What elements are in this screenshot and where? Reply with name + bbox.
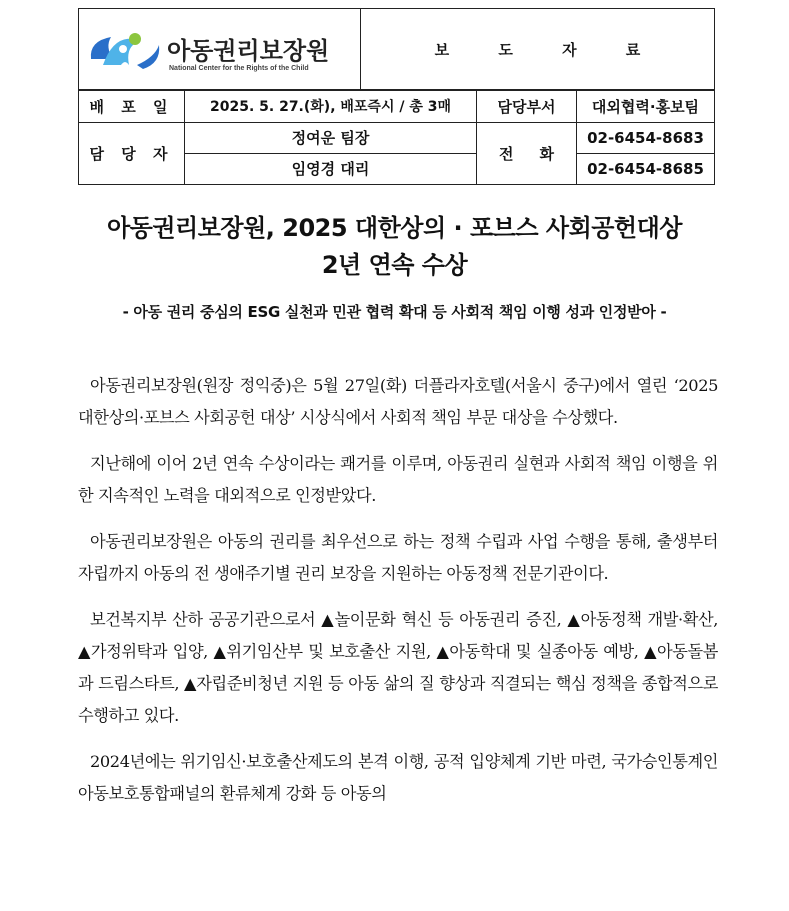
contact-person-1: 정여운 팀장	[185, 122, 477, 153]
headline-line-1: 아동권리보장원, 2025 대한상의 · 포브스 사회공헌대상	[107, 214, 682, 242]
article-body	[78, 370, 718, 824]
subheadline: - 아동 권리 중심의 ESG 실천과 민관 협력 확대 등 사회적 책임 이행 성과 인정받아 -	[122, 303, 667, 321]
org-english-name: National Center for the Rights of the Child	[169, 65, 309, 72]
doc-type-title: 보 도 자 료	[361, 9, 715, 91]
org-name: 아동권리보장원	[167, 37, 330, 65]
dept-label: 담당부서	[477, 90, 577, 122]
paragraph: 아동권리보장원은 아동의 권리를 최우선으로 하는 정책 수립과 사업 수행을 통해, 출생부터 자립까지 아동의 전 생애주기별 권리 보장을 지원하는 아동정책 전문기관이다.	[78, 532, 718, 583]
distribution-label: 배 포 일	[79, 90, 185, 122]
contact-person-2: 임영경 대리	[185, 153, 477, 184]
phone-label: 전 화	[477, 122, 577, 184]
contact-label: 담 당 자	[79, 122, 185, 184]
paragraph: 아동권리보장원(원장 정익중)은 5월 27일(화) 더플라자호텔(서울시 중구)에서 열린 ‘2025 대한상의·포브스 사회공헌 대상’ 시상식에서 사회적 책임 부문 대상을 수상했다.	[78, 376, 718, 427]
child-rights-logo-icon	[85, 25, 165, 75]
distribution-value: 2025. 5. 27.(화), 배포즉시 / 총 3매	[185, 90, 477, 122]
paragraph: 2024년에는 위기임신·보호출산제도의 본격 이행, 공적 입양체계 기반 마련, 국가승인통계인 아동보호통합패널의 환류체계 강화 등 아동의	[78, 752, 718, 803]
phone-number-2: 02-6454-8685	[577, 153, 715, 184]
paragraph: 지난해에 이어 2년 연속 수상이라는 쾌거를 이루며, 아동권리 실현과 사회적 책임 이행을 위한 지속적인 노력을 대외적으로 인정받았다.	[78, 454, 718, 505]
logo-cell	[79, 9, 361, 91]
press-header-table	[78, 8, 715, 185]
phone-number-1: 02-6454-8683	[577, 122, 715, 153]
headline-line-2: 2년 연속 수상	[321, 251, 468, 279]
org-logo	[79, 9, 360, 89]
paragraph: 보건복지부 산하 공공기관으로서 ▲놀이문화 혁신 등 아동권리 증진, ▲아동정책 개발·확산, ▲가정위탁과 입양, ▲위기임산부 및 보호출산 지원, ▲아동학대 및 실종아동 예방, ▲아동돌봄과 드림스타트, ▲자립준비청년 지원 등 아동 삶의 질 향상과 직결되는 핵심 정책을 종합적으로 수행하고 있다.	[78, 610, 718, 725]
dept-value: 대외협력·홍보팀	[577, 90, 715, 122]
